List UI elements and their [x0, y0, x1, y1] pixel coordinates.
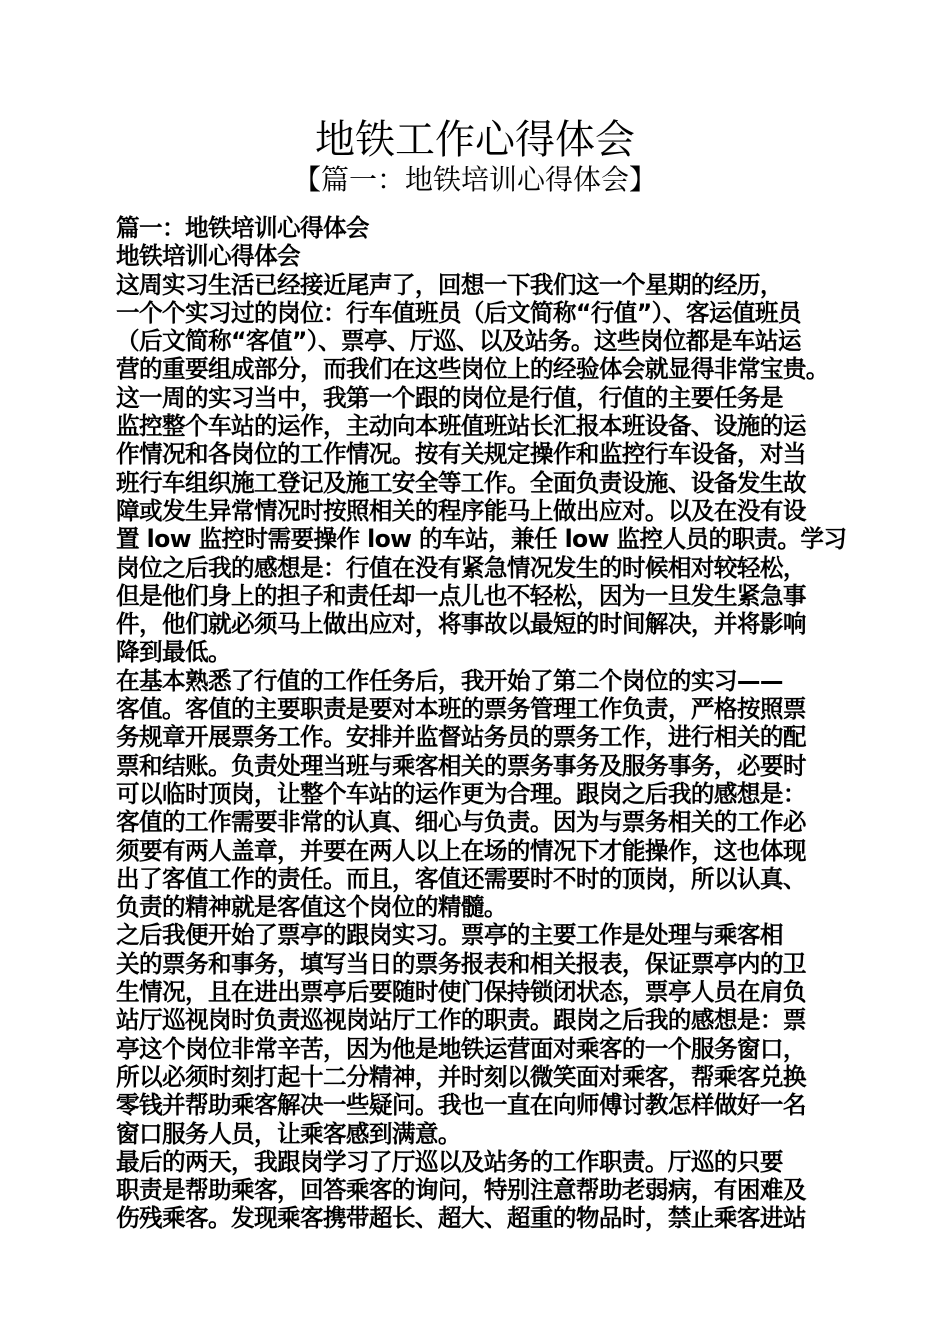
body-text-line: 但是他们身上的担子和责任却一点儿也不轻松，因为一旦发生紧急事 — [116, 581, 806, 610]
body-text-line: 客值。客值的主要职责是要对本班的票务管理工作负责，严格按照票 — [116, 695, 806, 724]
body-text-line: 这一周的实习当中，我第一个跟的岗位是行值，行值的主要任务是 — [116, 383, 783, 412]
body-text-line: 最后的两天，我跟岗学习了厅巡以及站务的工作职责。厅巡的只要 — [116, 1147, 783, 1176]
body-text-line: 所以必须时刻打起十二分精神，并时刻以微笑面对乘客，帮乘客兑换 — [116, 1062, 806, 1091]
body-text-line: 生情况，且在进出票亭后要随时使门保持锁闭状态，票亭人员在肩负 — [116, 978, 806, 1007]
body-text-line: 窗口服务人员，让乘客感到满意。 — [116, 1119, 461, 1148]
body-text-line: 在基本熟悉了行值的工作任务后，我开始了第二个岗位的实习—— — [116, 666, 783, 695]
body-text-line: 班行车组织施工登记及施工安全等工作。全面负责设施、设备发生故 — [116, 468, 806, 497]
body-text-line: 置 low 监控时需要操作 low 的车站，兼任 low 监控人员的职责。学习 — [116, 525, 847, 554]
body-text-line: 零钱并帮助乘客解决一些疑问。我也一直在向师傅讨教怎样做好一名 — [116, 1091, 806, 1120]
body-text-line: 关的票务和事务，填写当日的票务报表和相关报表，保证票亭内的卫 — [116, 949, 806, 978]
body-text-line: 营的重要组成部分，而我们在这些岗位上的经验体会就显得非常宝贵。 — [116, 355, 829, 384]
document-title: 地铁工作心得体会 — [315, 117, 635, 163]
document-subtitle: 【篇一：地铁培训心得体会】 — [292, 163, 657, 196]
body-text-line: 障或发生异常情况时按照相关的程序能马上做出应对。以及在没有设 — [116, 496, 806, 525]
body-text-line: 站厅巡视岗时负责巡视岗站厅工作的职责。跟岗之后我的感想是：票 — [116, 1006, 806, 1035]
body-text-line: 岗位之后我的感想是：行值在没有紧急情况发生的时候相对较轻松， — [116, 553, 806, 582]
document-body — [116, 214, 847, 1233]
body-text-line: 件，他们就必须马上做出应对，将事故以最短的时间解决，并将影响 — [116, 610, 806, 639]
body-text-line: 监控整个车站的运作，主动向本班值班站长汇报本班设备、设施的运 — [116, 412, 806, 441]
body-text-line: 票和结账。负责处理当班与乘客相关的票务事务及服务事务，必要时 — [116, 751, 806, 780]
body-text-line: 职责是帮助乘客，回答乘客的询问，特别注意帮助老弱病，有困难及 — [116, 1176, 806, 1205]
body-text-line: 亭这个岗位非常辛苦，因为他是地铁运营面对乘客的一个服务窗口， — [116, 1034, 806, 1063]
body-text-line: 这周实习生活已经接近尾声了，回想一下我们这一个星期的经历， — [116, 270, 783, 299]
body-text-line: 可以临时顶岗，让整个车站的运作更为合理。跟岗之后我的感想是： — [116, 779, 806, 808]
body-text-line: 出了客值工作的责任。而且，客值还需要时不时的顶岗，所以认真、 — [116, 864, 806, 893]
body-text-line: 降到最低。 — [116, 638, 231, 667]
body-text-line: 负责的精神就是客值这个岗位的精髓。 — [116, 893, 507, 922]
body-text-line: 伤残乘客。发现乘客携带超长、超大、超重的物品时，禁止乘客进站 — [116, 1204, 806, 1233]
body-text-line: 作情况和各岗位的工作情况。按有关规定操作和监控行车设备，对当 — [116, 440, 806, 469]
body-text-line: 务规章开展票务工作。安排并监督站务员的票务工作，进行相关的配 — [116, 723, 806, 752]
body-text-line: 须要有两人盖章，并要在两人以上在场的情况下才能操作，这也体现 — [116, 836, 806, 865]
body-text-line: 地铁培训心得体会 — [116, 242, 300, 271]
body-text-line: 客值的工作需要非常的认真、细心与负责。因为与票务相关的工作必 — [116, 808, 806, 837]
body-text-line: 篇一：地铁培训心得体会 — [116, 214, 369, 242]
body-text-line: 之后我便开始了票亭的跟岗实习。票亭的主要工作是处理与乘客相 — [116, 921, 783, 950]
body-text-line: 一个个实习过的岗位：行车值班员（后文简称“行值”）、客运值班员 — [116, 298, 801, 327]
body-text-line: （后文简称“客值”）、票亭、厅巡、以及站务。这些岗位都是车站运 — [116, 327, 801, 356]
